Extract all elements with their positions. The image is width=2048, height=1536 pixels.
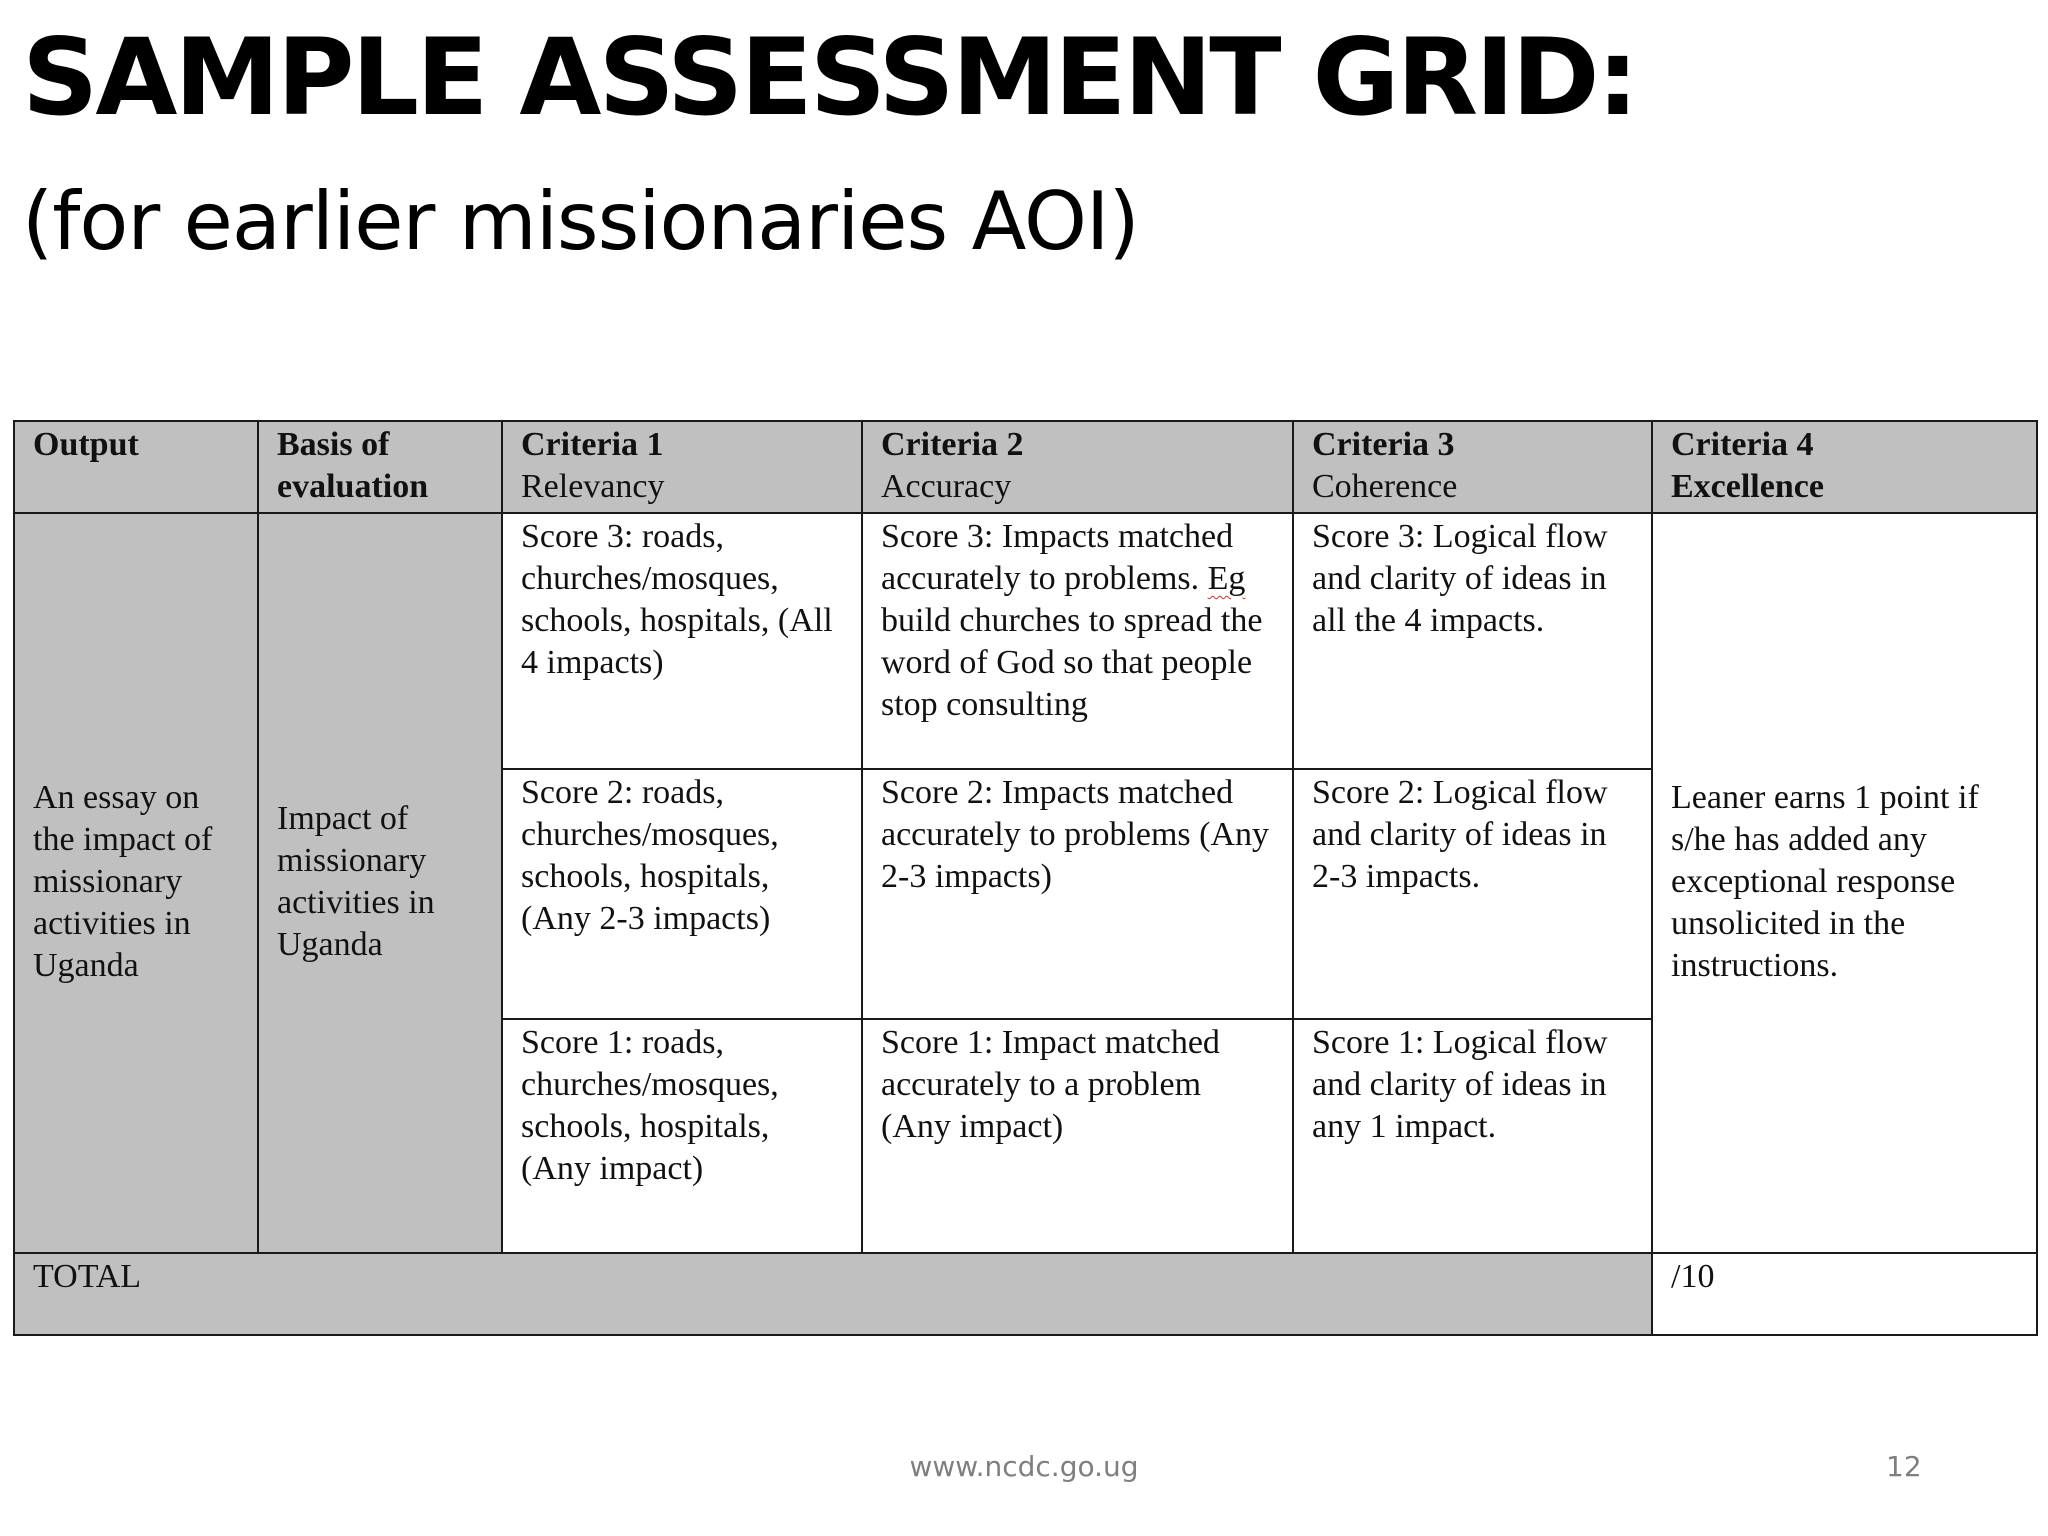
total-value-cell: /10 [1652,1253,2037,1335]
page-number: 12 [1886,1450,1922,1483]
accuracy-score-2-cell: Score 2: Impacts matched accurately to problems (Any 2-3 impacts) [862,769,1293,1019]
coherence-score-3-cell: Score 3: Logical flow and clarity of ideas in all the 4 impacts. [1293,513,1652,769]
header-criteria-3-title: Criteria 3 [1312,426,1455,463]
assessment-grid-table [13,420,2038,1336]
coherence-score-2-cell: Score 2: Logical flow and clarity of ideas in 2-3 impacts. [1293,769,1652,1019]
header-basis-line2: evaluation [277,468,429,505]
header-criteria-2-subtitle: Accuracy [881,468,1012,505]
relevancy-score-2-cell: Score 2: roads, churches/mosques, schools, hospitals, (Any 2-3 impacts) [502,769,862,1019]
slide-subtitle: (for earlier missionaries AOI) [22,175,1139,268]
table-row-total [14,1253,2037,1335]
basis-cell: Impact of missionary activities in Uganda [258,513,502,1253]
coherence-score-1-cell: Score 1: Logical flow and clarity of ideas in any 1 impact. [1293,1019,1652,1253]
header-criteria-4-subtitle: Excellence [1671,468,1824,505]
header-output [14,421,258,513]
footer-url: www.ncdc.go.ug [909,1450,1139,1483]
accuracy-score-3-eg: Eg [1207,560,1246,597]
header-criteria-4 [1652,421,2037,513]
header-criteria-1 [502,421,862,513]
slide-title: SAMPLE ASSESSMENT GRID: [22,16,1636,139]
header-criteria-3-subtitle: Coherence [1312,468,1458,505]
total-label-cell: TOTAL [14,1253,1652,1335]
header-basis [258,421,502,513]
excellence-cell: Leaner earns 1 point if s/he has added any exceptional response unsolicited in the instructions. [1652,513,2037,1253]
header-basis-line1: Basis of [277,426,390,463]
header-output-label: Output [33,426,139,463]
header-criteria-1-title: Criteria 1 [521,426,664,463]
accuracy-score-1-cell: Score 1: Impact matched accurately to a problem (Any impact) [862,1019,1293,1253]
header-criteria-3 [1293,421,1652,513]
relevancy-score-3-cell: Score 3: roads, churches/mosques, schools, hospitals, (All 4 impacts) [502,513,862,769]
header-criteria-1-subtitle: Relevancy [521,468,665,505]
output-cell: An essay on the impact of missionary activities in Uganda [14,513,258,1253]
accuracy-score-3-cell [862,513,1293,769]
header-row [14,421,2037,513]
header-criteria-2 [862,421,1293,513]
header-criteria-2-title: Criteria 2 [881,426,1024,463]
accuracy-score-3-text-start: Score 3: Impacts matched accurately to problems. [881,518,1234,597]
relevancy-score-1-cell: Score 1: roads, churches/mosques, schools, hospitals, (Any impact) [502,1019,862,1253]
accuracy-score-3-text-end: build churches to spread the word of God so that people stop consulting [881,602,1263,723]
header-criteria-4-title: Criteria 4 [1671,426,1814,463]
table-row-score-3 [14,513,2037,769]
